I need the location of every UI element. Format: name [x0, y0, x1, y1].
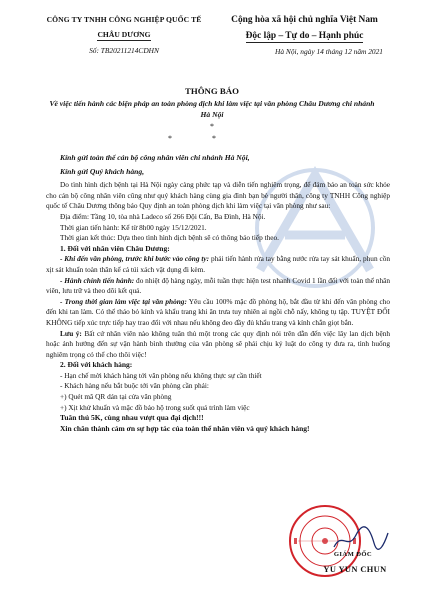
closing-thanks: Xin chân thành cảm ơn sự hợp tác của toàn thể nhân viên và quý khách hàng!	[60, 423, 310, 433]
document-body	[46, 153, 390, 434]
section1-note	[46, 329, 390, 361]
section1-item-office	[46, 297, 390, 329]
section1-item-admin	[46, 276, 390, 297]
company-name-line2: CHÂU DƯƠNG	[97, 30, 151, 39]
greeting-customers: Kính gửi Quý khách hàng,	[60, 166, 145, 176]
section2-heading: 2. Đối với khách hàng:	[60, 360, 133, 370]
issue-date: Hà Nội, ngày 14 tháng 12 năm 2021	[275, 47, 383, 56]
section1-item-entry-label: - Khi đến văn phòng, trước khi bước vào công ty:	[60, 254, 210, 264]
divider-star: *	[210, 122, 214, 131]
national-motto-line1: Cộng hòa xã hội chủ nghĩa Việt Nam	[231, 15, 378, 25]
company-name-line1: CÔNG TY TNHH CÔNG NGHIỆP QUỐC TẾ	[46, 15, 202, 24]
section1-note-label: Lưu ý:	[60, 328, 82, 338]
section1-item-office-label: - Trong thời gian làm việc tại văn phòng:	[60, 296, 187, 306]
section2-item: - Khách hàng nếu bắt buộc tới văn phòng cần phải:	[60, 381, 209, 391]
document-title: THÔNG BÁO	[184, 86, 239, 96]
section1-note-text: Bất cứ nhân viên nào không tuân thủ một trong các quy định nói trên dẫn đến việc lây lan dịch bệnh hoặc ảnh hưởng đến sự vận hành bình thường của văn phòng sẽ phải chịu kỷ luật do công ty đưa ra, tình huống nghiêm trọng có thể cho thôi việc!	[46, 328, 390, 359]
national-motto-line2: Độc lập – Tự do – Hạnh phúc	[245, 31, 364, 41]
section1-item-admin-label: - Hành chính tiến hành:	[60, 275, 135, 285]
slogan: Tuân thủ 5K, cùng nhau vượt qua đại dịch!!!	[60, 413, 204, 423]
signer-name: YU YUN CHUN	[323, 565, 387, 574]
section1-heading: 1. Đối với nhân viên Châu Dương:	[60, 243, 170, 253]
handwritten-signature	[330, 525, 390, 553]
section1-item-office-text: Yêu cầu 100% mặc đồ phòng hộ, bắt đầu từ khi đến văn phòng cho đến khi tan làm. Có thể tháo bỏ kính và khẩu trang khi ăn trưa tuy nhiên ai ngồi chỗ nấy, không tụ tập. TUYỆT ĐỐI KHÔNG tiếp xúc trực tiếp hay trao đổi với nhau nếu không đeo đầy đủ khẩu trang và kính chắn giọt bắn.	[46, 296, 390, 327]
document-subtitle: Về việc tiến hành các biện pháp an toàn phòng dịch khi làm việc tại văn phòng Châu Dương chi nhánh Hà Nội	[49, 99, 375, 119]
national-header	[212, 15, 397, 56]
end-time-line: Thời gian kết thúc: Dựa theo tình hình dịch bệnh sẽ có thông báo tiếp theo.	[60, 233, 279, 243]
address-line: Địa điểm: Tầng 10, tòa nhà Ladeco số 266 Đội Cấn, Ba Đình, Hà Nội.	[60, 211, 266, 221]
document-number: Số: TB20211214CDHN	[89, 46, 159, 55]
section2-subitem: +) Quét mã QR dán tại cửa văn phòng	[60, 392, 172, 402]
start-time-line: Thời gian tiến hành: Kể từ 8h00 ngày 15/12/2021.	[60, 222, 207, 232]
intro-paragraph: Do tình hình dịch bệnh tại Hà Nội ngày càng phức tạp và diễn tiến nghiêm trọng, để đảm bảo an toàn sức khỏe cho cán bộ công nhân viên cũng như quý khách hàng cùng gia đình bạn bè người thân, công ty TNHH Công nghiệp quốc tế Châu Dương thông báo Quy định an toàn phòng dịch khi làm việc tại văn phòng như sau:	[46, 180, 390, 211]
section2-item: - Hạn chế mời khách hàng tới văn phòng nếu không thực sự cần thiết	[60, 370, 262, 380]
section1-item-entry	[46, 254, 390, 275]
section1-item-entry-text: phải tiến hành rửa tay bằng nước rửa tay sát khuẩn, phun cồn xịt sát khuẩn toàn thân kể cả túi xách vật dụng đi kèm.	[46, 254, 390, 274]
section1-item-admin-text: đo nhiệt độ hàng ngày, mỗi tuần thực hiện test nhanh Covid 1 lần đối với toàn thể nhân viên, lưu trữ và theo dõi kết quả.	[46, 275, 391, 296]
divider-stars: **	[168, 134, 256, 143]
greeting-staff: Kính gửi toàn thể cán bộ công nhân viên chi nhánh Hà Nội,	[60, 153, 250, 162]
signer-role: GIÁM ĐỐC	[333, 551, 373, 558]
section2-subitem: +) Xịt khử khuẩn và mặc đồ bảo hộ trong suốt quá trình làm việc	[60, 402, 250, 412]
company-header	[34, 15, 214, 55]
